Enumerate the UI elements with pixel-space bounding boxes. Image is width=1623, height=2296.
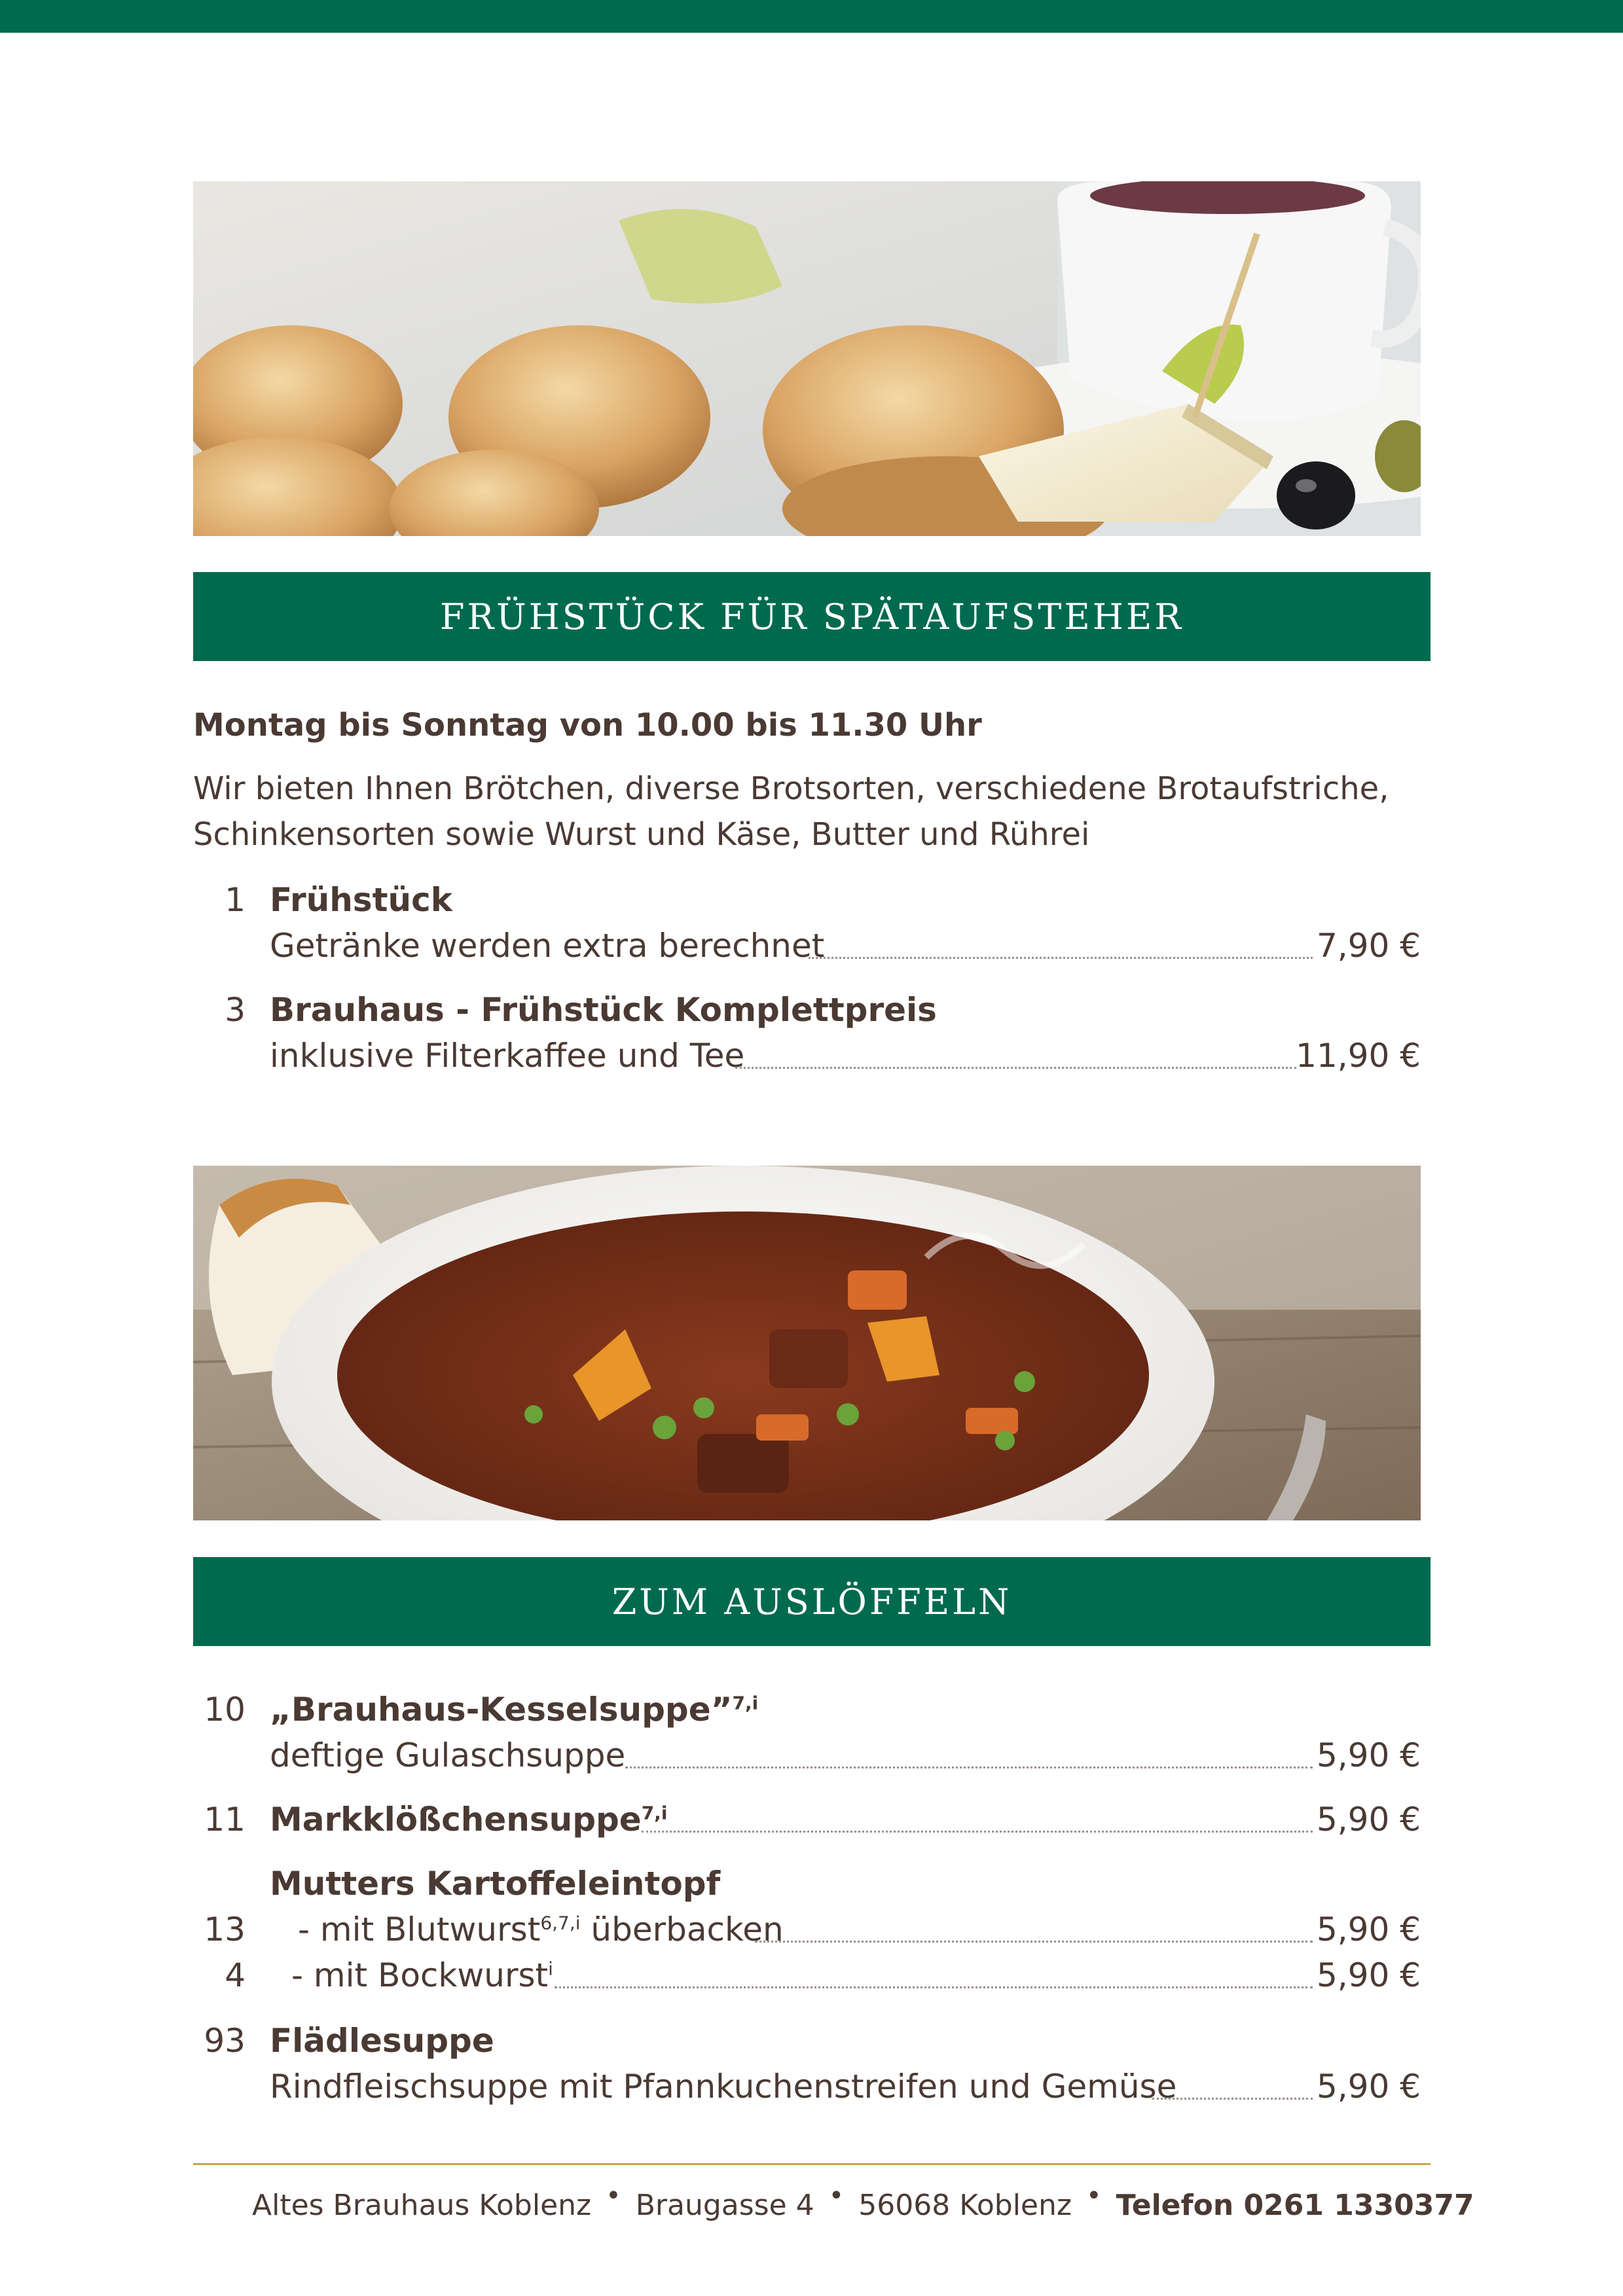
item-name: Flädlesuppe bbox=[270, 2022, 494, 2060]
dot-leader bbox=[555, 1986, 1313, 1988]
item-number: 13 bbox=[204, 1910, 246, 1948]
footer-separator: • bbox=[1085, 2181, 1102, 2211]
dot-leader bbox=[735, 1067, 1296, 1069]
allergen-note: 7,i bbox=[641, 1802, 668, 1824]
top-band bbox=[0, 0, 1623, 33]
allergen-note: 7,i bbox=[732, 1692, 759, 1714]
footer-street: Braugasse 4 bbox=[635, 2189, 814, 2222]
allergen-note: i bbox=[548, 1958, 553, 1980]
item-price: 5,90 € bbox=[1316, 1910, 1421, 1948]
item-name-wrap bbox=[270, 1687, 758, 1732]
item-price: 5,90 € bbox=[1316, 2068, 1421, 2106]
variant-name-wrap bbox=[291, 1952, 553, 1998]
dot-leader bbox=[1152, 2098, 1313, 2100]
footer-divider bbox=[193, 2163, 1431, 2165]
breakfast-heading: FRÜHSTÜCK FÜR SPÄTAUFSTEHER bbox=[193, 572, 1431, 661]
menu-item-title-row bbox=[193, 877, 1424, 923]
breakfast-description-line1: Wir bieten Ihnen Brötchen, diverse Brotsorten, verschiedene Brotaufstriche, bbox=[193, 770, 1389, 807]
variant-name: - mit Blutwurst bbox=[298, 1910, 541, 1948]
item-name-wrap bbox=[270, 1797, 667, 1842]
soup-photo bbox=[193, 1166, 1421, 1520]
item-detail: Rindfleischsuppe mit Pfannkuchenstreifen und Gemüse bbox=[270, 2068, 1177, 2106]
menu-item-title-row bbox=[193, 1687, 1424, 1732]
footer-city: 56068 Koblenz bbox=[858, 2189, 1072, 2222]
footer-separator: • bbox=[606, 2181, 621, 2211]
item-name: Markklößchensuppe bbox=[270, 1801, 642, 1839]
breakfast-description-line2: Schinkensorten sowie Wurst und Käse, Butter und Rührei bbox=[193, 816, 1090, 853]
dot-leader bbox=[642, 1831, 1313, 1833]
footer-address bbox=[252, 2181, 1474, 2226]
variant-name: - mit Bockwurst bbox=[291, 1956, 549, 1994]
menu-variant-row bbox=[193, 1907, 1424, 1952]
item-number: 1 bbox=[225, 881, 246, 919]
item-price: 5,90 € bbox=[1316, 1801, 1421, 1839]
item-detail: inklusive Filterkaffee und Tee bbox=[270, 1037, 745, 1075]
menu-item-detail-row bbox=[193, 1732, 1424, 1778]
menu-item-title-row bbox=[193, 2018, 1424, 2064]
dot-leader bbox=[809, 957, 1313, 959]
allergen-note: 6,7,i bbox=[540, 1912, 581, 1934]
soups-heading: ZUM AUSLÖFFELN bbox=[193, 1557, 1431, 1646]
menu-item-row bbox=[193, 1797, 1424, 1842]
item-number: 10 bbox=[204, 1691, 246, 1729]
item-detail: Getränke werden extra berechnet bbox=[270, 927, 825, 965]
menu-item-detail-row bbox=[193, 1033, 1424, 1079]
dot-leader bbox=[625, 1767, 1313, 1768]
footer-separator: • bbox=[828, 2181, 845, 2211]
item-price: 5,90 € bbox=[1316, 1956, 1421, 1994]
menu-variant-row bbox=[193, 1952, 1424, 1998]
variant-name-wrap bbox=[298, 1907, 784, 1952]
item-number: 93 bbox=[204, 2022, 246, 2060]
item-detail: deftige Gulaschsuppe bbox=[270, 1736, 626, 1774]
item-number: 4 bbox=[225, 1956, 246, 1994]
item-number: 11 bbox=[204, 1801, 246, 1839]
item-name: Frühstück bbox=[270, 881, 452, 919]
dot-leader bbox=[755, 1941, 1313, 1943]
menu-item-title-row bbox=[193, 987, 1424, 1033]
menu-item-detail-row bbox=[193, 2064, 1424, 2109]
item-name: Brauhaus - Frühstück Komplettpreis bbox=[270, 991, 937, 1029]
item-price: 7,90 € bbox=[1316, 927, 1421, 965]
menu-item-detail-row bbox=[193, 923, 1424, 969]
item-price: 11,90 € bbox=[1296, 1037, 1421, 1075]
variant-suffix: überbacken bbox=[580, 1910, 784, 1948]
item-name: „Brauhaus-Kesselsuppe” bbox=[270, 1691, 733, 1729]
item-number: 3 bbox=[225, 991, 246, 1029]
footer-name: Altes Brauhaus Koblenz bbox=[252, 2189, 592, 2222]
item-price: 5,90 € bbox=[1316, 1736, 1421, 1774]
breakfast-hours: Montag bis Sonntag von 10.00 bis 11.30 Uhr bbox=[193, 707, 982, 744]
breakfast-photo bbox=[193, 181, 1421, 536]
footer-phone: Telefon 0261 1330377 bbox=[1116, 2189, 1474, 2222]
menu-group-title-row bbox=[193, 1861, 1424, 1907]
group-name: Mutters Kartoffeleintopf bbox=[270, 1865, 721, 1903]
